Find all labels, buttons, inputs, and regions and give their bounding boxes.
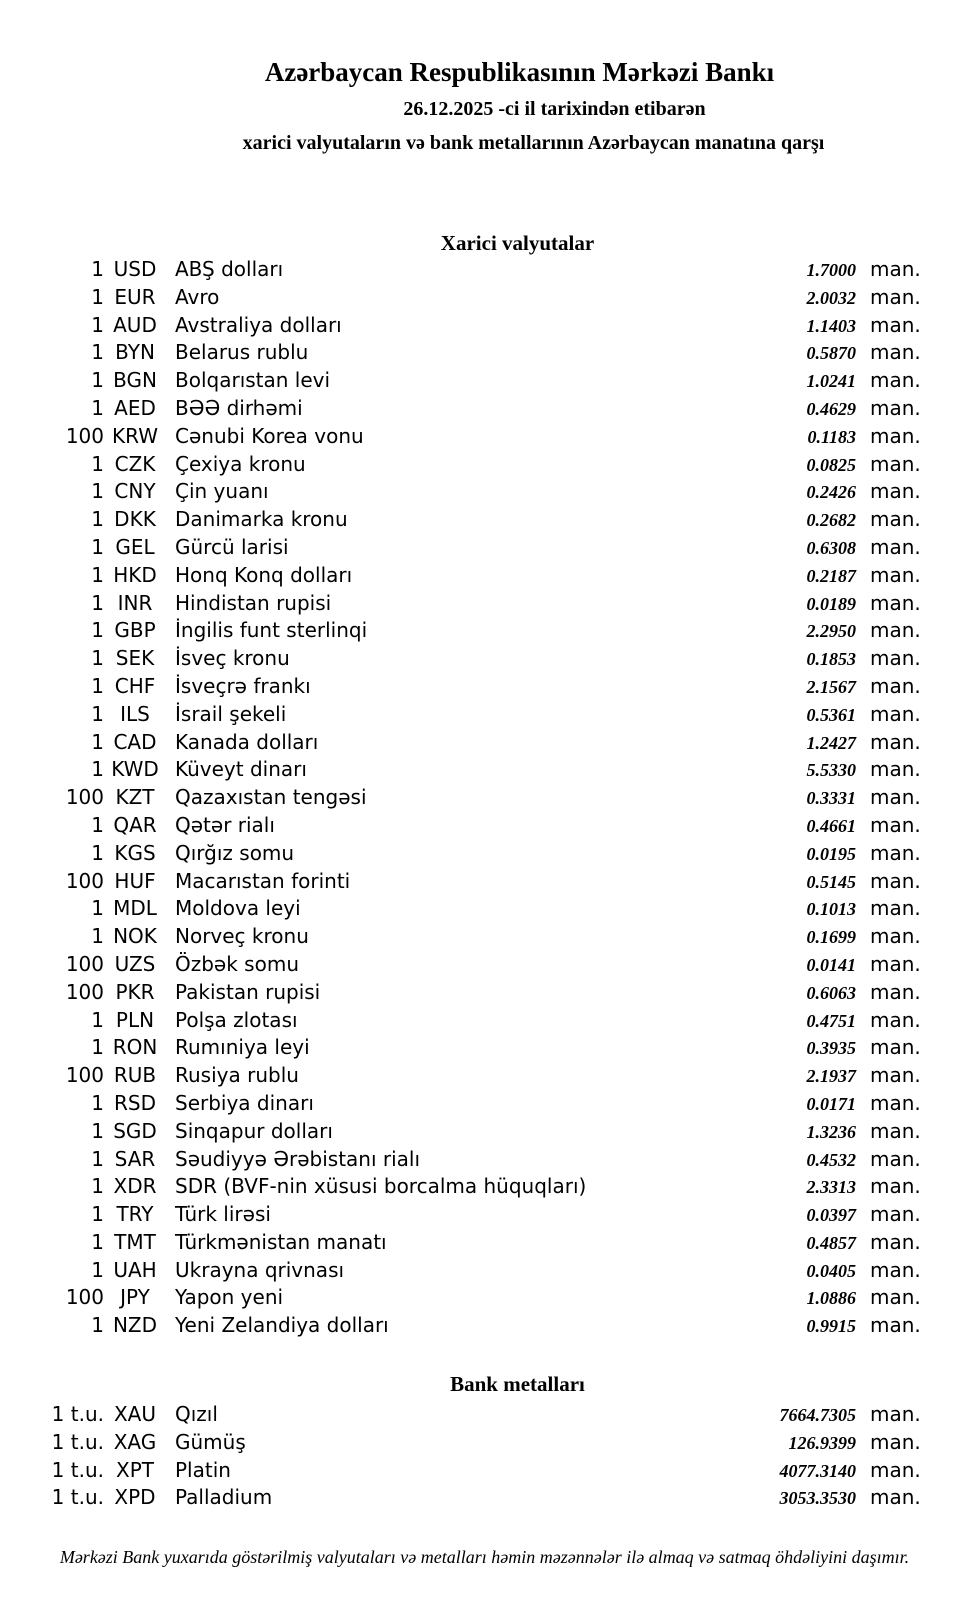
currency-code: USD bbox=[113, 257, 157, 281]
currency-rate: 0.0195 bbox=[806, 843, 856, 864]
currency-rate: 2.2950 bbox=[806, 621, 856, 642]
currency-rate: 0.4751 bbox=[806, 1010, 856, 1031]
currency-rate: 1.0886 bbox=[806, 1288, 856, 1309]
currency-code: TMT bbox=[114, 1229, 156, 1254]
currency-code: CAD bbox=[113, 729, 157, 754]
currency-unit-label: man. bbox=[870, 423, 921, 448]
currency-quantity: 100 bbox=[65, 868, 104, 893]
currency-row bbox=[0, 645, 969, 673]
currency-row bbox=[0, 395, 969, 423]
currency-name: İngilis funt sterlinqi bbox=[175, 618, 368, 643]
currency-quantity: 1 bbox=[91, 1146, 104, 1171]
currency-unit-label: man. bbox=[870, 562, 921, 587]
currency-row bbox=[0, 339, 969, 367]
currency-quantity: 1 bbox=[91, 312, 104, 337]
currency-rate: 0.0141 bbox=[806, 954, 856, 975]
currency-rate: 0.1853 bbox=[806, 649, 856, 670]
currency-name: Kanada dolları bbox=[175, 729, 319, 754]
currency-rate: 0.2682 bbox=[806, 510, 856, 531]
currency-row bbox=[0, 1201, 969, 1229]
currency-row bbox=[0, 1229, 969, 1257]
currency-unit-label: man. bbox=[870, 1229, 921, 1254]
currency-unit-label: man. bbox=[870, 284, 921, 309]
currency-row bbox=[0, 951, 969, 979]
currency-name: İsveçrə frankı bbox=[175, 673, 311, 698]
currency-quantity: 1 bbox=[91, 1257, 104, 1282]
metal-row bbox=[0, 1457, 969, 1485]
currency-rate: 0.2187 bbox=[806, 565, 856, 586]
currency-code: SAR bbox=[114, 1146, 156, 1171]
metal-unit-label: man. bbox=[870, 1429, 921, 1454]
currency-unit-label: man. bbox=[870, 896, 921, 921]
currency-row bbox=[0, 423, 969, 451]
metal-unit-label: man. bbox=[870, 1402, 921, 1427]
currency-unit-label: man. bbox=[870, 673, 921, 698]
currency-unit-label: man. bbox=[870, 1174, 921, 1199]
currency-row bbox=[0, 729, 969, 757]
currency-quantity: 1 bbox=[91, 646, 104, 671]
currency-rate: 0.0397 bbox=[806, 1205, 856, 1226]
currency-name: Polşa zlotası bbox=[175, 1007, 298, 1032]
currency-quantity: 1 bbox=[91, 1118, 104, 1143]
currency-name: İsrail şekeli bbox=[175, 701, 287, 726]
bank-title: Azərbaycan Respublikasının Mərkəzi Bankı bbox=[264, 57, 775, 87]
currency-code: UAH bbox=[113, 1257, 157, 1282]
metal-unit-label: man. bbox=[870, 1485, 921, 1510]
currency-unit-label: man. bbox=[870, 951, 921, 976]
currency-quantity: 1 bbox=[91, 812, 104, 837]
currency-row bbox=[0, 673, 969, 701]
currency-rate: 0.4629 bbox=[806, 398, 856, 419]
currency-quantity: 1 bbox=[91, 1313, 104, 1338]
currency-quantity: 1 bbox=[91, 924, 104, 949]
currency-unit-label: man. bbox=[870, 1257, 921, 1282]
currency-name: Gürcü larisi bbox=[175, 534, 289, 559]
currency-name: Səudiyyə Ərəbistanı rialı bbox=[175, 1146, 421, 1171]
currency-unit-label: man. bbox=[870, 840, 921, 865]
currency-rate: 2.1937 bbox=[806, 1066, 856, 1087]
currency-rate: 0.0825 bbox=[806, 454, 856, 475]
currency-name: Türkmənistan manatı bbox=[175, 1229, 387, 1254]
currency-code: XDR bbox=[113, 1174, 157, 1199]
currency-code: HUF bbox=[114, 868, 156, 893]
metals-section-title: Bank metalları bbox=[450, 1372, 585, 1397]
currency-quantity: 1 bbox=[91, 479, 104, 504]
currency-name: Cənubi Korea vonu bbox=[175, 423, 364, 448]
currency-quantity: 1 bbox=[91, 1174, 104, 1199]
currency-row bbox=[0, 701, 969, 729]
currency-rate: 0.1013 bbox=[806, 899, 856, 920]
currency-code: RSD bbox=[114, 1090, 156, 1115]
currency-quantity: 1 bbox=[91, 673, 104, 698]
currency-rate: 0.1183 bbox=[807, 426, 856, 447]
currency-code: JPY bbox=[120, 1285, 150, 1310]
currency-row bbox=[0, 979, 969, 1007]
currency-row bbox=[0, 590, 969, 618]
currency-unit-label: man. bbox=[870, 1146, 921, 1171]
currency-rate: 2.3313 bbox=[806, 1177, 856, 1198]
metal-quantity: 1 t.u. bbox=[51, 1457, 104, 1482]
currency-name: Yeni Zelandiya dolları bbox=[175, 1313, 389, 1338]
metal-row bbox=[0, 1401, 969, 1429]
currency-code: CHF bbox=[114, 673, 156, 698]
currency-rate: 0.6308 bbox=[806, 537, 856, 558]
currency-unit-label: man. bbox=[870, 451, 921, 476]
currency-name: ABŞ dolları bbox=[175, 257, 284, 281]
currency-row bbox=[0, 812, 969, 840]
currency-quantity: 1 bbox=[91, 507, 104, 532]
currency-quantity: 1 bbox=[91, 1007, 104, 1032]
currency-row bbox=[0, 617, 969, 645]
currency-row bbox=[0, 506, 969, 534]
currency-name: Qazaxıstan tengəsi bbox=[175, 785, 367, 810]
currencies-section-title: Xarici valyutalar bbox=[440, 231, 595, 255]
currency-quantity: 100 bbox=[65, 423, 104, 448]
currency-quantity: 1 bbox=[91, 451, 104, 476]
currency-name: Avro bbox=[175, 284, 220, 309]
currency-quantity: 1 bbox=[91, 840, 104, 865]
currency-code: PKR bbox=[115, 979, 155, 1004]
currency-quantity: 100 bbox=[65, 785, 104, 810]
currency-row bbox=[0, 367, 969, 395]
currency-unit-label: man. bbox=[870, 618, 921, 643]
currency-name: Bolqarıstan levi bbox=[175, 368, 331, 393]
currency-unit-label: man. bbox=[870, 757, 921, 782]
currency-quantity: 1 bbox=[91, 257, 104, 281]
currency-code: KWD bbox=[111, 757, 159, 782]
currency-code: INR bbox=[117, 590, 153, 615]
currency-rate: 0.5145 bbox=[806, 871, 856, 892]
currency-code: AED bbox=[114, 395, 156, 420]
currency-name: SDR (BVF-nin xüsusi borcalma hüquqları) bbox=[175, 1174, 587, 1199]
metal-code: XPD bbox=[114, 1485, 156, 1510]
currency-row bbox=[0, 895, 969, 923]
currency-unit-label: man. bbox=[870, 646, 921, 671]
currency-row bbox=[0, 1062, 969, 1090]
currency-row bbox=[0, 451, 969, 479]
metal-quantity: 1 t.u. bbox=[51, 1429, 104, 1454]
currency-code: SGD bbox=[113, 1118, 157, 1143]
currency-unit-label: man. bbox=[870, 729, 921, 754]
currency-code: KRW bbox=[112, 423, 158, 448]
currency-name: Moldova leyi bbox=[175, 896, 301, 921]
currency-row bbox=[0, 868, 969, 896]
currency-rate: 0.3331 bbox=[806, 788, 856, 809]
currency-unit-label: man. bbox=[870, 868, 921, 893]
currency-code: TRY bbox=[116, 1202, 154, 1227]
currency-row bbox=[0, 923, 969, 951]
currency-rate: 0.0171 bbox=[806, 1093, 856, 1114]
currency-name: BƏƏ dirhəmi bbox=[175, 395, 303, 420]
currency-row bbox=[0, 1034, 969, 1062]
currency-quantity: 1 bbox=[91, 1090, 104, 1115]
currency-unit-label: man. bbox=[870, 1090, 921, 1115]
currency-name: Rusiya rublu bbox=[175, 1063, 299, 1088]
currency-name: Honq Konq dolları bbox=[175, 562, 353, 587]
currency-unit-label: man. bbox=[870, 368, 921, 393]
currency-unit-label: man. bbox=[870, 924, 921, 949]
currency-quantity: 1 bbox=[91, 534, 104, 559]
metal-name: Qızıl bbox=[175, 1402, 218, 1427]
currency-unit-label: man. bbox=[870, 979, 921, 1004]
currency-code: DKK bbox=[114, 507, 156, 532]
metal-rate: 126.9399 bbox=[788, 1432, 856, 1453]
currency-name: Danimarka kronu bbox=[175, 507, 348, 532]
currency-quantity: 100 bbox=[65, 951, 104, 976]
currency-row bbox=[0, 1007, 969, 1035]
currency-quantity: 1 bbox=[91, 395, 104, 420]
currency-code: RON bbox=[112, 1035, 158, 1060]
currency-unit-label: man. bbox=[870, 701, 921, 726]
metal-code: XAU bbox=[113, 1402, 157, 1427]
currency-rate: 5.5330 bbox=[806, 760, 856, 781]
currency-code: KGS bbox=[114, 840, 156, 865]
currency-rate: 2.1567 bbox=[806, 676, 856, 697]
currency-quantity: 1 bbox=[91, 340, 104, 365]
currency-name: Ukrayna qrivnası bbox=[175, 1257, 345, 1282]
currency-quantity: 1 bbox=[91, 368, 104, 393]
currency-name: Küveyt dinarı bbox=[175, 757, 307, 782]
currency-quantity: 1 bbox=[91, 757, 104, 782]
currency-rate: 0.4661 bbox=[806, 815, 856, 836]
currency-unit-label: man. bbox=[870, 312, 921, 337]
metal-quantity: 1 t.u. bbox=[51, 1402, 104, 1427]
metal-code: XPT bbox=[116, 1457, 154, 1482]
currency-row bbox=[0, 1257, 969, 1285]
currency-quantity: 1 bbox=[91, 590, 104, 615]
currency-name: Rumıniya leyi bbox=[175, 1035, 310, 1060]
currency-unit-label: man. bbox=[870, 1202, 921, 1227]
currency-quantity: 1 bbox=[91, 896, 104, 921]
currency-code: RUB bbox=[113, 1063, 157, 1088]
currency-rate: 1.3236 bbox=[806, 1121, 856, 1142]
currency-name: Serbiya dinarı bbox=[175, 1090, 314, 1115]
currency-rate: 0.1699 bbox=[806, 927, 856, 948]
currency-name: Özbək somu bbox=[175, 951, 299, 976]
currency-quantity: 1 bbox=[91, 1229, 104, 1254]
currency-unit-label: man. bbox=[870, 1035, 921, 1060]
currency-quantity: 1 bbox=[91, 729, 104, 754]
currency-row bbox=[0, 534, 969, 562]
currency-rate: 1.1403 bbox=[806, 315, 856, 336]
currency-code: NZD bbox=[112, 1313, 158, 1338]
metal-rate: 4077.3140 bbox=[779, 1460, 856, 1481]
currency-unit-label: man. bbox=[870, 785, 921, 810]
currency-code: ILS bbox=[120, 701, 150, 726]
currency-unit-label: man. bbox=[870, 507, 921, 532]
currency-row bbox=[0, 1118, 969, 1146]
currency-name: Yapon yeni bbox=[175, 1285, 284, 1310]
metal-code: XAG bbox=[113, 1429, 157, 1454]
currency-row bbox=[0, 478, 969, 506]
currency-code: SEK bbox=[115, 646, 155, 671]
metal-row bbox=[0, 1429, 969, 1457]
currency-rate: 1.0241 bbox=[806, 371, 856, 392]
currency-quantity: 1 bbox=[91, 1202, 104, 1227]
currency-unit-label: man. bbox=[870, 257, 921, 281]
currency-row bbox=[0, 1146, 969, 1174]
currency-code: AUD bbox=[113, 312, 157, 337]
metal-name: Gümüş bbox=[175, 1429, 246, 1454]
currency-rate: 0.5361 bbox=[806, 704, 856, 725]
currencies-table bbox=[0, 256, 969, 1340]
currency-row bbox=[0, 1173, 969, 1201]
currency-quantity: 100 bbox=[65, 979, 104, 1004]
currency-name: Norveç kronu bbox=[175, 924, 309, 949]
currency-rate: 1.2427 bbox=[806, 732, 856, 753]
currency-row bbox=[0, 1284, 969, 1312]
currency-name: Avstraliya dolları bbox=[175, 312, 342, 337]
document-header bbox=[0, 0, 969, 157]
metal-rate: 3053.3530 bbox=[779, 1488, 856, 1509]
currency-code: QAR bbox=[113, 812, 157, 837]
currency-rate: 0.9915 bbox=[806, 1316, 856, 1337]
currency-name: Macarıstan forinti bbox=[175, 868, 351, 893]
currency-unit-label: man. bbox=[870, 590, 921, 615]
currency-rate: 0.2426 bbox=[806, 482, 856, 503]
currency-unit-label: man. bbox=[870, 1007, 921, 1032]
currency-code: PLN bbox=[115, 1007, 155, 1032]
metals-table bbox=[0, 1401, 969, 1512]
currency-row bbox=[0, 256, 969, 284]
currency-code: CNY bbox=[114, 479, 156, 504]
currency-row bbox=[0, 312, 969, 340]
currency-row bbox=[0, 840, 969, 868]
currency-quantity: 1 bbox=[91, 562, 104, 587]
currency-rate: 0.5870 bbox=[806, 343, 856, 364]
currency-row bbox=[0, 784, 969, 812]
currency-code: GEL bbox=[115, 534, 155, 559]
currency-name: Türk lirəsi bbox=[175, 1202, 271, 1227]
currency-name: Hindistan rupisi bbox=[175, 590, 332, 615]
currency-unit-label: man. bbox=[870, 1285, 921, 1310]
currency-name: İsveç kronu bbox=[175, 646, 290, 671]
currency-rate: 0.3935 bbox=[806, 1038, 856, 1059]
currency-row bbox=[0, 562, 969, 590]
currency-rate: 0.0405 bbox=[806, 1260, 856, 1281]
currency-name: Qırğız somu bbox=[175, 840, 295, 865]
currency-quantity: 1 bbox=[91, 1035, 104, 1060]
currency-code: MDL bbox=[113, 896, 157, 921]
currency-quantity: 1 bbox=[91, 618, 104, 643]
currency-rate: 2.0032 bbox=[806, 287, 856, 308]
currency-unit-label: man. bbox=[870, 1063, 921, 1088]
currency-unit-label: man. bbox=[870, 1118, 921, 1143]
currency-rate: 0.4857 bbox=[806, 1232, 856, 1253]
currency-name: Çin yuanı bbox=[175, 479, 269, 504]
metal-name: Palladium bbox=[175, 1485, 273, 1510]
currency-quantity: 100 bbox=[65, 1285, 104, 1310]
currency-code: KZT bbox=[115, 785, 155, 810]
currency-code: NOK bbox=[113, 924, 157, 949]
currency-row bbox=[0, 1090, 969, 1118]
currency-name: Belarus rublu bbox=[175, 340, 309, 365]
currency-row bbox=[0, 756, 969, 784]
effective-date-line: 26.12.2025 -ci il tarixindən etibarən bbox=[403, 98, 706, 120]
currency-quantity: 100 bbox=[65, 1063, 104, 1088]
currency-rate: 0.0189 bbox=[806, 593, 856, 614]
currency-code: HKD bbox=[113, 562, 157, 587]
currency-quantity: 1 bbox=[91, 284, 104, 309]
currency-unit-label: man. bbox=[870, 395, 921, 420]
currency-unit-label: man. bbox=[870, 340, 921, 365]
currency-row bbox=[0, 284, 969, 312]
disclaimer-note: Mərkəzi Bank yuxarıda göstərilmiş valyutaları və metalları həmin məzənnələr ilə almaq və satmaq öhdəliyini daşımır. bbox=[59, 1547, 910, 1568]
currency-code: BYN bbox=[115, 340, 155, 365]
currency-name: Sinqapur dolları bbox=[175, 1118, 333, 1143]
metal-name: Platin bbox=[175, 1457, 231, 1482]
currency-code: CZK bbox=[114, 451, 156, 476]
currency-row bbox=[0, 1312, 969, 1340]
metal-row bbox=[0, 1484, 969, 1512]
currency-name: Qətər rialı bbox=[175, 812, 275, 837]
currency-unit-label: man. bbox=[870, 812, 921, 837]
currency-name: Pakistan rupisi bbox=[175, 979, 321, 1004]
currency-quantity: 1 bbox=[91, 701, 104, 726]
document-subtitle: xarici valyutaların və bank metallarının Azərbaycan manatına qarşı bbox=[242, 132, 825, 154]
currency-name: Çexiya kronu bbox=[175, 451, 306, 476]
currency-unit-label: man. bbox=[870, 534, 921, 559]
currency-rate: 0.6063 bbox=[806, 982, 856, 1003]
metal-quantity: 1 t.u. bbox=[51, 1485, 104, 1510]
metal-unit-label: man. bbox=[870, 1457, 921, 1482]
currency-code: EUR bbox=[114, 284, 156, 309]
currency-code: UZS bbox=[114, 951, 156, 976]
currency-code: BGN bbox=[113, 368, 157, 393]
currency-rate: 1.7000 bbox=[806, 260, 856, 280]
currency-unit-label: man. bbox=[870, 479, 921, 504]
metal-rate: 7664.7305 bbox=[779, 1405, 856, 1426]
currency-rate: 0.4532 bbox=[806, 1149, 856, 1170]
currency-unit-label: man. bbox=[870, 1313, 921, 1338]
currency-code: GBP bbox=[114, 618, 156, 643]
